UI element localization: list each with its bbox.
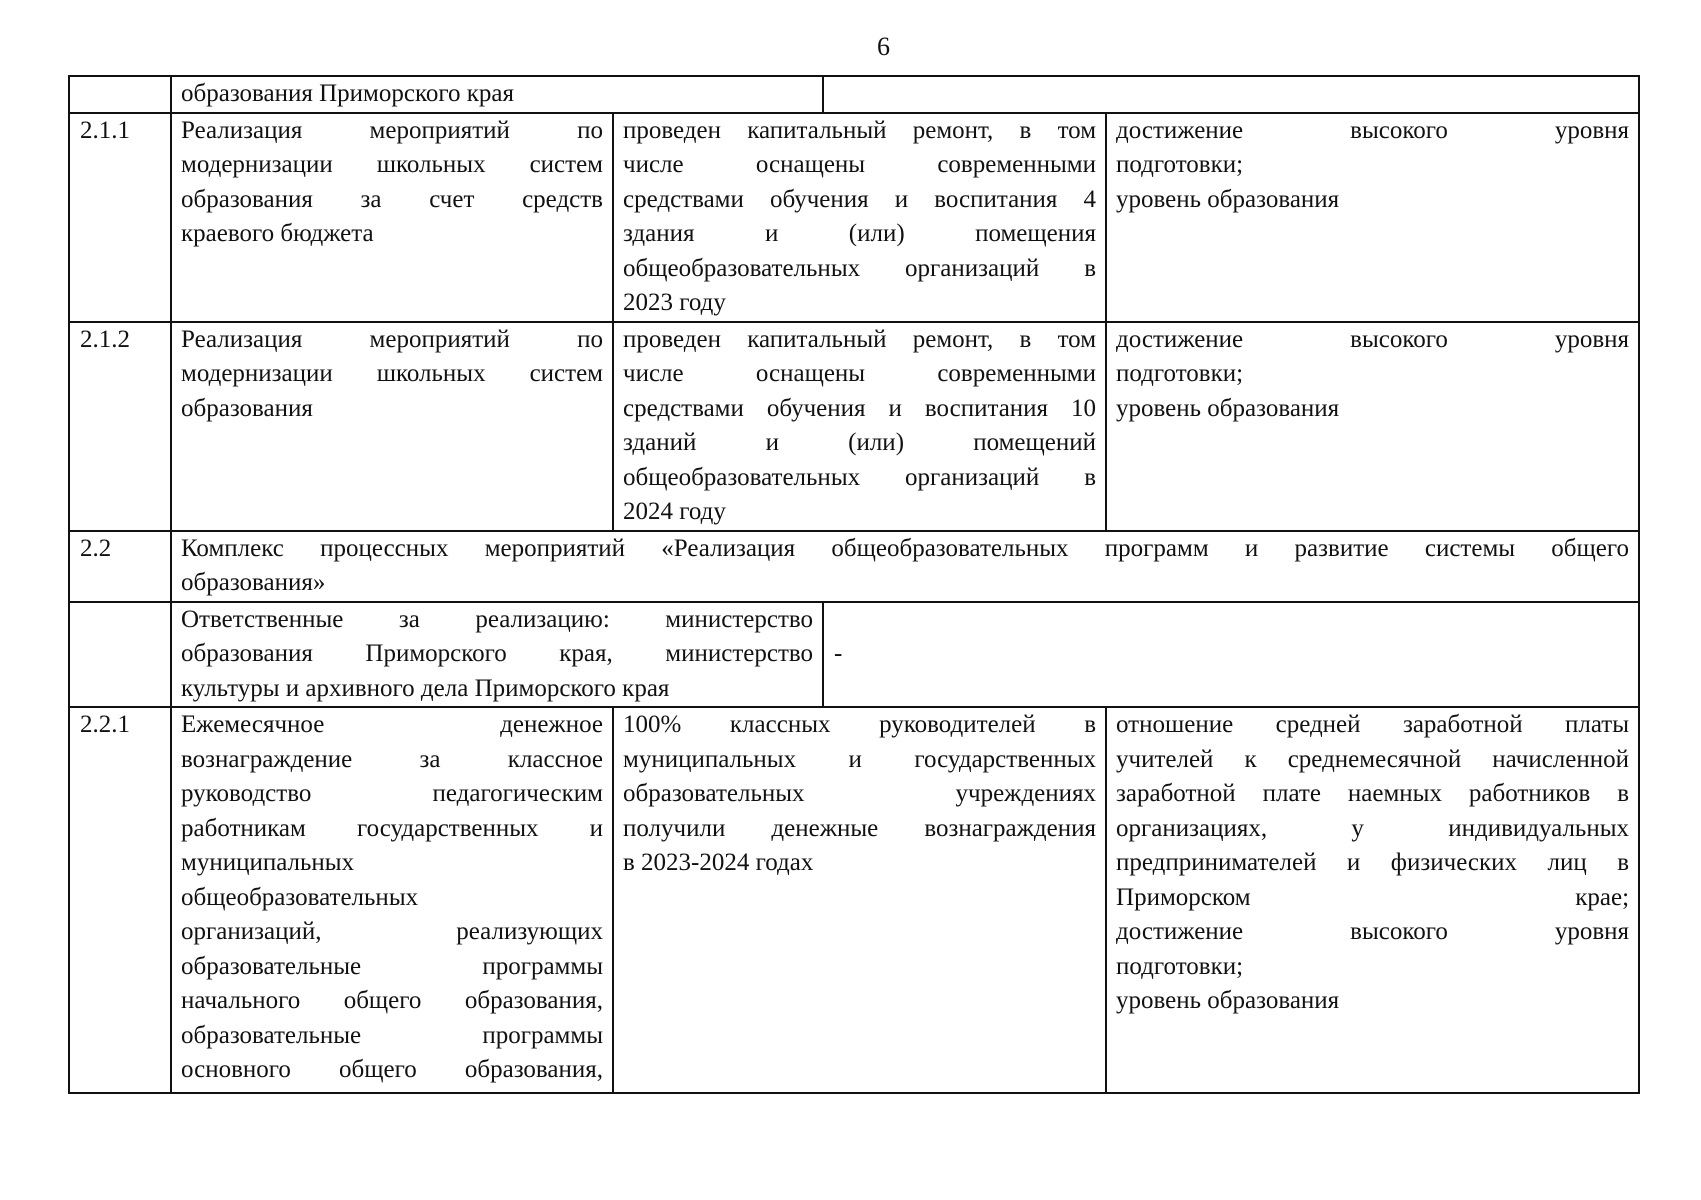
text-line: подготовки; [1116, 151, 1244, 178]
text-line: краевого бюджета [181, 220, 374, 247]
cell-measure-name [171, 322, 613, 531]
table-row-continuation [69, 76, 1639, 113]
text-line: муниципальных и государственных [623, 745, 1097, 773]
text-line: культуры и архивного дела Приморского края [181, 674, 670, 702]
text-line: Ответственные за реализацию: министерство [181, 605, 814, 633]
cell-num-empty [69, 76, 171, 113]
text-line: получили денежные вознаграждения [623, 814, 1097, 842]
cell-result [613, 113, 1106, 322]
text-line: средствами обучения и воспитания 4 [623, 185, 1097, 213]
cell-num: 2.2 [69, 531, 171, 602]
cell-responsible-value [823, 602, 1639, 708]
text-line: Приморском крае; [1116, 883, 1630, 911]
cell-indicator [1106, 322, 1639, 531]
cell-num: 2.1.1 [69, 113, 171, 322]
text-line: работникам государственных и [181, 814, 603, 842]
text-line: уровень образования [1116, 987, 1340, 1014]
text-line: средствами обучения и воспитания 10 [623, 394, 1097, 422]
table-row-2-2-1 [69, 707, 1639, 1093]
text-line: образовательные программы [181, 1021, 603, 1049]
text-line: подготовки; [1116, 952, 1244, 980]
text-line: образования» [181, 569, 326, 596]
measures-table [68, 75, 1640, 1094]
text-line: модернизации школьных систем [181, 151, 603, 178]
cell-complex-title [171, 531, 1639, 602]
cell-indicator [1106, 707, 1639, 1093]
text-line: заработной плате наемных работников в [1116, 780, 1630, 807]
text-line: руководство педагогическим [181, 780, 603, 807]
text-line: числе оснащены современными [623, 151, 1097, 178]
text-line: в 2023-2024 годах [623, 849, 814, 876]
text-line: организаций, реализующих [181, 918, 603, 945]
text-line: достижение высокого уровня [1116, 918, 1630, 945]
cell-result [613, 707, 1106, 1093]
text-line: образовательных учреждениях [623, 780, 1097, 807]
cell-num-empty [69, 602, 171, 708]
cell-measure-name [171, 707, 613, 1093]
text-line: образовательные программы [181, 952, 603, 980]
text-line: общеобразовательных организаций в [623, 463, 1097, 491]
cell-continuation-right [823, 76, 1639, 113]
text-line: организациях, у индивидуальных [1116, 814, 1630, 842]
text-line: предпринимателей и физических лиц в [1116, 849, 1630, 876]
table-row-2-2 [69, 531, 1639, 602]
continuation-name-text: образования Приморского края [181, 80, 514, 107]
text-line: общеобразовательных организаций в [623, 254, 1097, 282]
text-line: 2024 году [623, 498, 726, 525]
cell-result [613, 322, 1106, 531]
text-line: здания и (или) помещения [623, 220, 1097, 247]
text-line: модернизации школьных систем [181, 360, 603, 387]
text-line: Ежемесячное денежное [181, 711, 603, 738]
text-line: достижение высокого уровня [1116, 325, 1630, 353]
text-line: образования за счет средств [181, 185, 603, 213]
text-line: муниципальных [181, 849, 355, 876]
text-line: подготовки; [1116, 360, 1244, 387]
text-line: общеобразовательных [181, 883, 419, 911]
text-line: образования [181, 394, 313, 422]
text-line: вознаграждение за классное [181, 745, 603, 773]
text-line: зданий и (или) помещений [623, 429, 1097, 456]
cell-num: 2.1.2 [69, 322, 171, 531]
cell-measure-name [171, 113, 613, 322]
text-line: отношение средней заработной платы [1116, 711, 1630, 738]
text-line: числе оснащены современными [623, 360, 1097, 387]
text-line: 2023 году [623, 289, 726, 316]
cell-responsible-label [171, 602, 823, 708]
text-line: Комплекс процессных мероприятий «Реализация общеобразовательных программ и развитие системы общего [181, 534, 1630, 562]
cell-continuation-name [171, 76, 823, 113]
responsible-value: - [834, 640, 843, 667]
table-row-2-1-2 [69, 322, 1639, 531]
page-number: 6 [877, 32, 890, 61]
text-line: Реализация мероприятий по [181, 116, 603, 144]
text-line: 100% классных руководителей в [623, 711, 1097, 738]
text-line: достижение высокого уровня [1116, 116, 1630, 144]
table-row-2-1-1 [69, 113, 1639, 322]
text-line: основного общего образования, [181, 1056, 603, 1083]
text-line: образования Приморского края, министерство [181, 640, 814, 667]
table-row-responsible [69, 602, 1639, 708]
text-line: начального общего образования, [181, 987, 603, 1014]
cell-indicator [1106, 113, 1639, 322]
text-line: уровень образования [1116, 185, 1340, 213]
text-line: уровень образования [1116, 394, 1340, 422]
text-line: проведен капитальный ремонт, в том [623, 116, 1097, 144]
cell-num: 2.2.1 [69, 707, 171, 1093]
text-line: Реализация мероприятий по [181, 325, 603, 353]
text-line: проведен капитальный ремонт, в том [623, 325, 1097, 353]
text-line: учителей к среднемесячной начисленной [1116, 745, 1630, 773]
